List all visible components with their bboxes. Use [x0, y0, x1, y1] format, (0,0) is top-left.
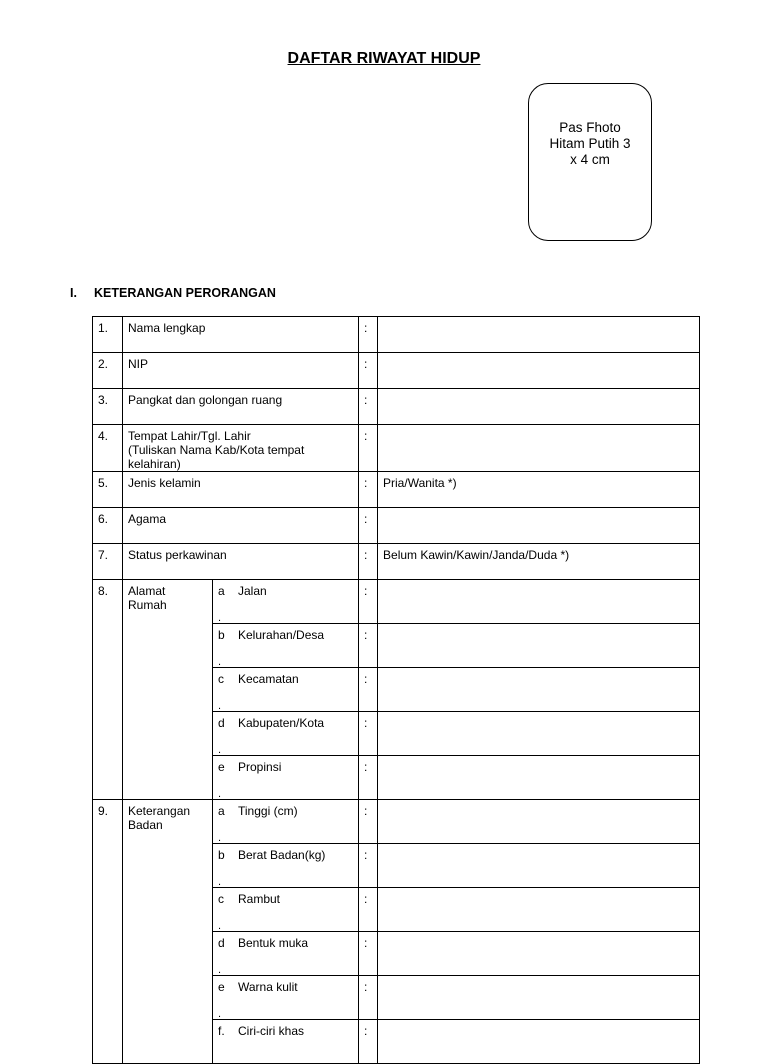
sub-item-label: [213, 800, 359, 844]
sub-item-letter: a: [218, 804, 225, 818]
sub-item-label: [213, 888, 359, 932]
row-value-field[interactable]: [378, 932, 700, 976]
row-value-field[interactable]: [378, 712, 700, 756]
table-row: [93, 544, 700, 580]
row-number: 7.: [93, 544, 123, 580]
row-value-field[interactable]: [378, 425, 700, 472]
row-colon: :: [359, 389, 378, 425]
row-colon: :: [359, 544, 378, 580]
sub-item-line: [218, 892, 353, 906]
group-label-line: Rumah: [128, 598, 167, 612]
group-number: 8.: [93, 580, 123, 800]
row-colon: :: [359, 668, 378, 712]
row-label: [123, 425, 359, 472]
row-label: Nama lengkap: [123, 317, 359, 353]
sub-item-line: [218, 936, 353, 950]
row-colon: :: [359, 800, 378, 844]
row-label: NIP: [123, 353, 359, 389]
row-value-field[interactable]: Pria/Wanita *): [378, 472, 700, 508]
sub-item-label: [213, 976, 359, 1020]
row-label-line: (Tuliskan Nama Kab/Kota tempat: [128, 443, 305, 457]
sub-item-letter: d: [218, 936, 225, 950]
row-colon: :: [359, 888, 378, 932]
sub-item-line: [218, 716, 353, 730]
section-title: KETERANGAN PERORANGAN: [94, 286, 276, 300]
row-colon: :: [359, 976, 378, 1020]
sub-item-text: Berat Badan(kg): [238, 848, 326, 862]
table-row: [93, 580, 700, 624]
sub-item-letter: e: [218, 760, 225, 774]
sub-item-line: [218, 804, 353, 818]
sub-item-letter: b: [218, 848, 225, 862]
row-value-field[interactable]: [378, 756, 700, 800]
row-value-field[interactable]: [378, 508, 700, 544]
row-label: Status perkawinan: [123, 544, 359, 580]
row-label: Pangkat dan golongan ruang: [123, 389, 359, 425]
table-row: [93, 353, 700, 389]
row-colon: :: [359, 844, 378, 888]
sub-item-line: [218, 672, 353, 686]
table-row: [93, 508, 700, 544]
photo-placeholder-box: [528, 83, 652, 241]
table-row: [93, 800, 700, 844]
row-value-field[interactable]: [378, 353, 700, 389]
row-colon: :: [359, 353, 378, 389]
sub-item-letter: c: [218, 672, 224, 686]
row-colon: :: [359, 932, 378, 976]
row-value-field[interactable]: [378, 317, 700, 353]
sub-item-text: Bentuk muka: [238, 936, 309, 950]
row-value-field[interactable]: [378, 800, 700, 844]
row-value-field[interactable]: [378, 844, 700, 888]
row-value-field[interactable]: [378, 888, 700, 932]
sub-item-text: Tinggi (cm): [238, 804, 298, 818]
row-value-field[interactable]: [378, 389, 700, 425]
row-value-field[interactable]: [378, 580, 700, 624]
sub-item-label: [213, 844, 359, 888]
sub-item-letter: f.: [218, 1024, 225, 1038]
sub-item-label: [213, 756, 359, 800]
sub-item-letter: b: [218, 628, 225, 642]
sub-item-label: [213, 1020, 359, 1064]
photo-text-line: Pas Fhoto: [559, 120, 621, 135]
row-colon: :: [359, 425, 378, 472]
sub-item-text: Ciri-ciri khas: [238, 1024, 304, 1038]
sub-item-label: [213, 580, 359, 624]
table-row: [93, 472, 700, 508]
section-number: I.: [70, 286, 77, 300]
sub-item-label: [213, 668, 359, 712]
row-number: 5.: [93, 472, 123, 508]
row-label: Jenis kelamin: [123, 472, 359, 508]
row-colon: :: [359, 580, 378, 624]
row-colon: :: [359, 712, 378, 756]
sub-item-line: [218, 980, 353, 994]
sub-item-line: [218, 628, 353, 642]
row-colon: :: [359, 1020, 378, 1064]
table-row: [93, 425, 700, 472]
group-label-line: Badan: [128, 818, 163, 832]
row-value-field[interactable]: [378, 624, 700, 668]
group-label-line: Keterangan: [128, 804, 191, 818]
sub-item-line: [218, 760, 353, 774]
row-value-field[interactable]: [378, 976, 700, 1020]
sub-item-letter: d: [218, 716, 225, 730]
row-colon: :: [359, 756, 378, 800]
sub-item-text: Kecamatan: [238, 672, 299, 686]
sub-item-text: Jalan: [238, 584, 267, 598]
group-number: 9.: [93, 800, 123, 1064]
sub-item-letter: e: [218, 980, 225, 994]
sub-item-mark: .: [218, 700, 222, 712]
group-label-line: Alamat: [128, 584, 166, 598]
row-colon: :: [359, 472, 378, 508]
photo-text-line: x 4 cm: [570, 152, 610, 167]
sub-item-mark: .: [218, 876, 222, 888]
row-label-line: kelahiran): [128, 457, 181, 471]
sub-item-mark: .: [218, 964, 222, 976]
sub-item-line: [218, 584, 353, 598]
row-value-field[interactable]: [378, 1020, 700, 1064]
sub-item-line: [218, 848, 353, 862]
sub-item-text: Kelurahan/Desa: [238, 628, 325, 642]
row-colon: :: [359, 624, 378, 668]
sub-item-text: Kabupaten/Kota: [238, 716, 325, 730]
sub-item-mark: .: [218, 744, 222, 756]
sub-item-mark: .: [218, 1008, 222, 1020]
sub-item-text: Rambut: [238, 892, 281, 906]
sub-item-letter: c: [218, 892, 224, 906]
sub-item-label: [213, 624, 359, 668]
sub-item-line: [218, 1024, 353, 1038]
row-label-line: Tempat Lahir/Tgl. Lahir: [128, 429, 251, 443]
document-title: DAFTAR RIWAYAT HIDUP: [287, 50, 481, 67]
table-row: [93, 389, 700, 425]
row-number: 2.: [93, 353, 123, 389]
photo-text-line: Hitam Putih 3: [549, 136, 631, 151]
row-number: 1.: [93, 317, 123, 353]
sub-item-letter: a: [218, 584, 225, 598]
sub-item-mark: .: [218, 656, 222, 668]
sub-item-label: [213, 932, 359, 976]
table-row: [93, 317, 700, 353]
row-value-field[interactable]: Belum Kawin/Kawin/Janda/Duda *): [378, 544, 700, 580]
sub-item-mark: .: [218, 920, 222, 932]
row-value-field[interactable]: [378, 668, 700, 712]
photo-placeholder-text: [529, 120, 651, 168]
sub-item-mark: .: [218, 612, 222, 624]
row-label: Agama: [123, 508, 359, 544]
row-number: 3.: [93, 389, 123, 425]
sub-item-label: [213, 712, 359, 756]
group-label: [123, 580, 213, 800]
sub-item-mark: .: [218, 788, 222, 800]
sub-item-text: Warna kulit: [238, 980, 298, 994]
row-number: 6.: [93, 508, 123, 544]
sub-item-mark: .: [218, 832, 222, 844]
row-colon: :: [359, 317, 378, 353]
personal-info-table: [92, 316, 700, 1064]
sub-item-text: Propinsi: [238, 760, 282, 774]
row-number: 4.: [93, 425, 123, 472]
row-colon: :: [359, 508, 378, 544]
